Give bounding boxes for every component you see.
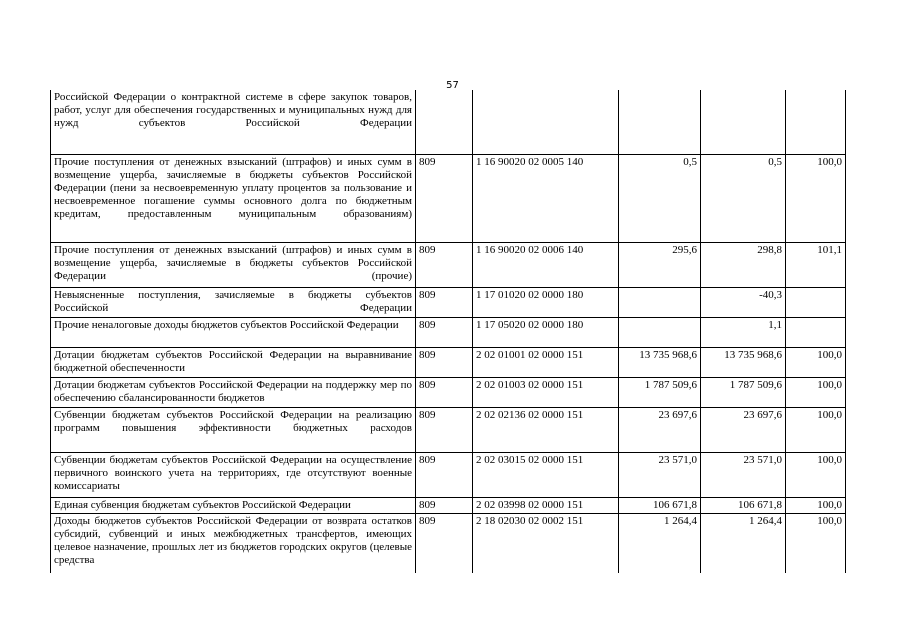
revenue-description: Невыясненные поступления, зачисляемые в бюджеты субъектов Российской Федерации [51, 287, 416, 317]
budget-classification-code: 1 17 05020 02 0000 180 [473, 317, 619, 347]
admin-code: 809 [416, 407, 473, 452]
page-number: 57 [446, 80, 459, 91]
actual-amount: 1 264,4 [701, 513, 786, 573]
table-row [51, 317, 846, 347]
actual-amount: 106 671,8 [701, 497, 786, 513]
revenue-description: Доходы бюджетов субъектов Российской Федерации от возврата остатков субсидий, субвенций и иных межбюджетных трансфертов, имеющих целевое назначение, прошлых лет из бюджетов городских округов (целевые средства [51, 513, 416, 573]
admin-code [416, 90, 473, 154]
budget-classification-code: 1 16 90020 02 0005 140 [473, 154, 619, 242]
planned-amount: 1 264,4 [619, 513, 701, 573]
revenue-description: Прочие поступления от денежных взысканий (штрафов) и иных сумм в возмещение ущерба, зачисляемые в бюджеты субъектов Российской Федерации (пени за несвоевременную уплату процентов за пользование и несвоевременное погашение суммы основного долга по бюджетным кредитам, предоставленным муниципальным образованиям) [51, 154, 416, 242]
actual-amount: 1 787 509,6 [701, 377, 786, 407]
revenue-description: Прочие неналоговые доходы бюджетов субъектов Российской Федерации [51, 317, 416, 347]
planned-amount [619, 90, 701, 154]
execution-percent [786, 90, 846, 154]
actual-amount: 13 735 968,6 [701, 347, 786, 377]
table-row [51, 154, 846, 242]
table-row [51, 287, 846, 317]
table-row [51, 347, 846, 377]
planned-amount: 13 735 968,6 [619, 347, 701, 377]
table-row [51, 452, 846, 497]
revenue-description: Субвенции бюджетам субъектов Российской Федерации на реализацию программ повышения эффективности бюджетных расходов [51, 407, 416, 452]
execution-percent [786, 287, 846, 317]
budget-classification-code: 2 02 01003 02 0000 151 [473, 377, 619, 407]
revenue-description: Дотации бюджетам субъектов Российской Федерации на выравнивание бюджетной обеспеченности [51, 347, 416, 377]
budget-classification-code: 2 02 03015 02 0000 151 [473, 452, 619, 497]
actual-amount: -40,3 [701, 287, 786, 317]
admin-code: 809 [416, 497, 473, 513]
actual-amount [701, 90, 786, 154]
table-row [51, 377, 846, 407]
execution-percent: 100,0 [786, 347, 846, 377]
planned-amount: 23 697,6 [619, 407, 701, 452]
execution-percent: 100,0 [786, 377, 846, 407]
admin-code: 809 [416, 347, 473, 377]
execution-percent: 100,0 [786, 513, 846, 573]
planned-amount [619, 287, 701, 317]
actual-amount: 23 697,6 [701, 407, 786, 452]
actual-amount: 1,1 [701, 317, 786, 347]
execution-percent: 100,0 [786, 452, 846, 497]
table-row [51, 497, 846, 513]
execution-percent [786, 317, 846, 347]
planned-amount: 106 671,8 [619, 497, 701, 513]
table-row [51, 242, 846, 287]
table-row [51, 407, 846, 452]
revenue-table [50, 90, 846, 573]
planned-amount: 1 787 509,6 [619, 377, 701, 407]
actual-amount: 0,5 [701, 154, 786, 242]
budget-classification-code [473, 90, 619, 154]
revenue-description: Прочие поступления от денежных взысканий (штрафов) и иных сумм в возмещение ущерба, зачисляемые в бюджеты субъектов Российской Федерации (прочие) [51, 242, 416, 287]
planned-amount: 295,6 [619, 242, 701, 287]
admin-code: 809 [416, 377, 473, 407]
revenue-description: Субвенции бюджетам субъектов Российской Федерации на осуществление первичного воинского учета на территориях, где отсутствуют военные комиссариаты [51, 452, 416, 497]
budget-classification-code: 1 17 01020 02 0000 180 [473, 287, 619, 317]
table-row [51, 90, 846, 154]
admin-code: 809 [416, 154, 473, 242]
execution-percent: 100,0 [786, 154, 846, 242]
admin-code: 809 [416, 242, 473, 287]
budget-classification-code: 2 02 01001 02 0000 151 [473, 347, 619, 377]
planned-amount: 23 571,0 [619, 452, 701, 497]
admin-code: 809 [416, 317, 473, 347]
planned-amount [619, 317, 701, 347]
admin-code: 809 [416, 287, 473, 317]
planned-amount: 0,5 [619, 154, 701, 242]
budget-classification-code: 2 02 03998 02 0000 151 [473, 497, 619, 513]
actual-amount: 23 571,0 [701, 452, 786, 497]
budget-classification-code: 1 16 90020 02 0006 140 [473, 242, 619, 287]
revenue-description: Единая субвенция бюджетам субъектов Российской Федерации [51, 497, 416, 513]
execution-percent: 100,0 [786, 497, 846, 513]
table-row [51, 513, 846, 573]
admin-code: 809 [416, 452, 473, 497]
admin-code: 809 [416, 513, 473, 573]
actual-amount: 298,8 [701, 242, 786, 287]
execution-percent: 100,0 [786, 407, 846, 452]
revenue-description: Дотации бюджетам субъектов Российской Федерации на поддержку мер по обеспечению сбалансированности бюджетов [51, 377, 416, 407]
revenue-description: Российской Федерации о контрактной системе в сфере закупок товаров, работ, услуг для обеспечения государственных и муниципальных нужд для нужд субъектов Российской Федерации [51, 90, 416, 154]
execution-percent: 101,1 [786, 242, 846, 287]
budget-classification-code: 2 02 02136 02 0000 151 [473, 407, 619, 452]
budget-classification-code: 2 18 02030 02 0002 151 [473, 513, 619, 573]
